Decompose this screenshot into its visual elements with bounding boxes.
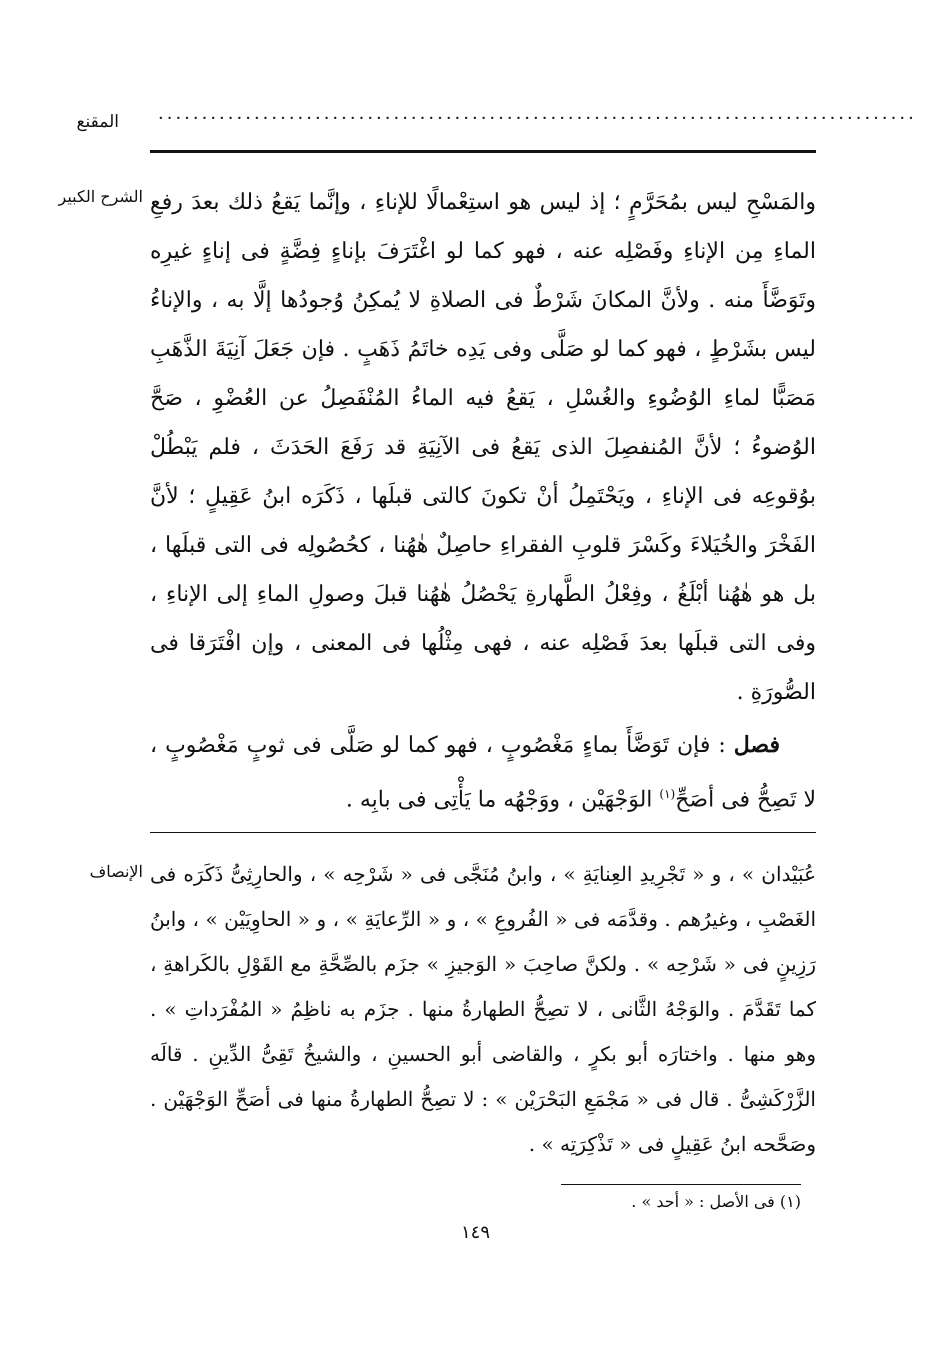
side-label-sharh-kabir: الشرح الكبير bbox=[58, 187, 143, 206]
insaf-text bbox=[150, 852, 816, 1167]
running-header-title: المقنع bbox=[76, 112, 119, 132]
page-number: ١٤٩ bbox=[460, 1222, 490, 1243]
fasl-heading: فصل bbox=[733, 732, 780, 758]
footnote-marker: (١) bbox=[659, 787, 676, 801]
running-header-dots: ······················································································· bbox=[158, 108, 917, 129]
fasl-text: : فإن تَوَضَّأَ بماءٍ مَغْصُوبٍ ، فهو كما لو صَلَّى فى ثوبٍ مَغْصُوبٍ ، لا تَصِحُّ فى أصَحِّ bbox=[150, 733, 816, 813]
main-paragraph: والمَسْحِ ليس بمُحَرَّمٍ ؛ إذ ليس هو استِعْمالًا للإناءِ ، وإنَّما يَقعُ ذلك بعدَ رفعِ الماءِ مِن الإناءِ وفَصْلِه عنه ، فهو كما لو اغْتَرَفَ بإناءٍ فِضَّةٍ فى إناءٍ غيرِه وتَوَضَّأَ منه . ولأنَّ المكانَ شَرْطٌ فى الصلاةِ لا يُمكِنُ وُجودُها إلَّا به ، والإناءُ ليس بشَرْطٍ ، فهو كما لو صَلَّى وفى يَدِه خاتَمُ ذَهَبٍ . فإن جَعَلَ آنِيَةَ الذَّهَبِ مَصَبًّا لماءِ الوُضُوءِ والغُسْلِ ، يَقعُ فيه الماءُ المُنْفَصِلُ عن العُضْوِ ، صَحَّ الوُضوءُ ؛ لأنَّ المُنفصِلَ الذى يَقعُ فى الآنِيَةِ قد رَفَعَ الحَدَثَ ، فلم يَبْطُلْ بوُقوعِه فى الإناءِ ، ويَحْتَمِلُ أنْ تكونَ كالتى قبلَها ، ذَكَرَه ابنُ عَقِيلٍ ؛ لأنَّ الفَخْرَ والخُيَلاءَ وكَسْرَ قلوبِ الفقراءِ حاصِلٌ هٰهُنا ، كحُصُولِه فى التى قبلَها ، بل هو هٰهُنا أبْلَغُ ، وفِعْلُ الطَّهارةِ يَحْصُلُ هٰهُنا قبلَ وصولِ الماءِ إلى الإناءِ ، وفى التى قبلَها بعدَ فَصْلِه عنه ، فهى مِثْلُها فى المعنى ، وإن افْتَرَقا فى الصُّورَةِ . bbox=[150, 190, 816, 705]
footnote-rule bbox=[561, 1184, 801, 1185]
main-commentary-text bbox=[150, 178, 816, 824]
section-divider bbox=[150, 832, 816, 833]
header-rule bbox=[150, 150, 816, 153]
insaf-paragraph: عُبَيْدان » ، و « تَجْرِيدِ العِنايَةِ » ، وابنُ مُنَجَّى فى « شَرْحِه » ، والحارِثِىُّ ذَكَرَه فى الغَصْبِ ، وغيرُهم . وقدَّمَه فى « الفُروعِ » ، و « الرِّعايَةِ » ، و « الحاوِيَيْن » ، وابنُ رَزِينٍ فى « شَرْحِه » . ولكنَّ صاحِبَ « الوَجيزِ » جزَم بالصِّحَّةِ مع القَوْلِ بالكَراهةِ ، كما تَقَدَّمَ . والوَجْهُ الثَّانى ، لا تصِحُّ الطهارةُ منها . جزَم به ناظِمُ « المُفْرَداتِ » . وهو منها . واختارَه أبو بكرٍ ، والقاضى أبو الحسينِ ، والشيخُ تَقِىُّ الدِّينِ . قالَه الزَّرْكَشِىُّ . قال فى « مَجْمَعِ البَحْرَيْن » : لا تصِحُّ الطهارةُ منها فى أصَحِّ الوَجْهَيْن . وصَحَّحه ابنُ عَقِيلٍ فى « تَذْكِرَتِه » . bbox=[150, 862, 816, 1156]
footnote: (١) فى الأصل : « أحد » . bbox=[631, 1192, 801, 1211]
fasl-paragraph bbox=[150, 721, 816, 824]
fasl-text-end: الوَجْهَيْن ، ووَجْهُه ما يَأْتِى فى بابِه . bbox=[345, 787, 660, 813]
side-label-insaf: الإنصاف bbox=[89, 862, 143, 881]
